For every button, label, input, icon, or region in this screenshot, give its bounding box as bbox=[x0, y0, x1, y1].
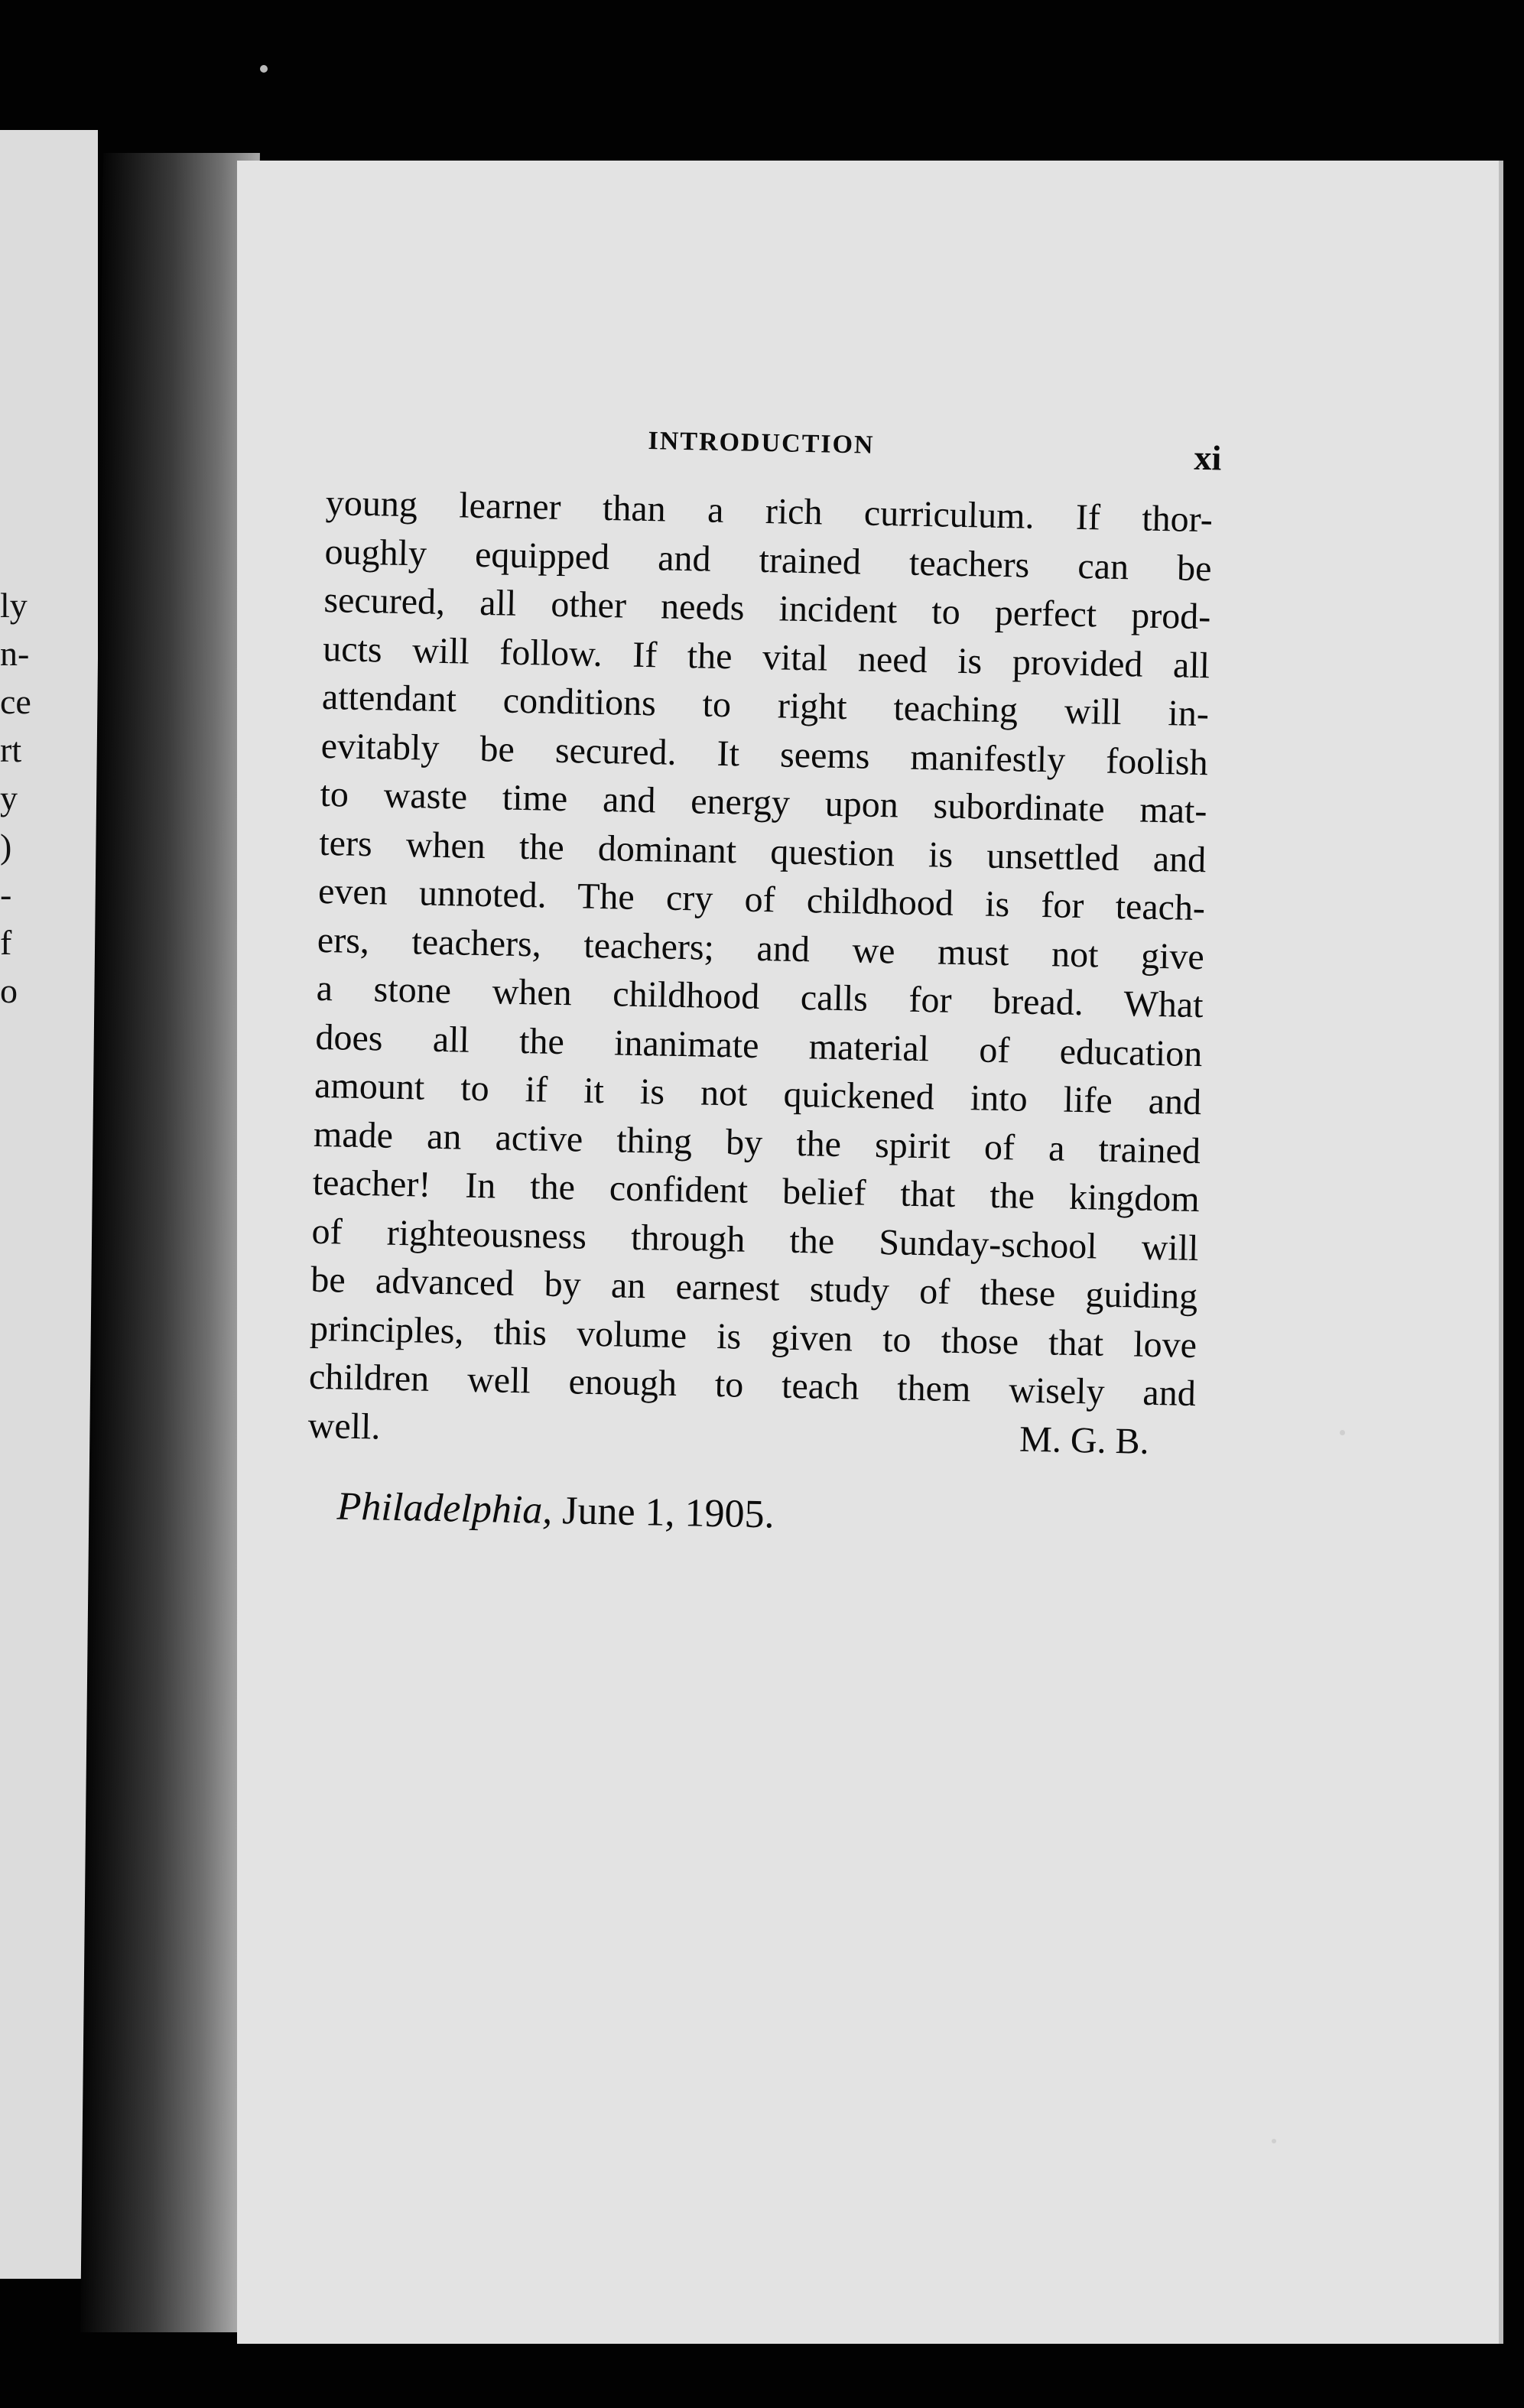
text-line: made an active thing by the spirit of a trained bbox=[313, 1113, 1201, 1172]
left-page-fragment: ) bbox=[0, 827, 12, 866]
text-line: teacher! In the confident belief that the kingdom bbox=[312, 1162, 1201, 1220]
text-line: evitably be secured. It seems manifestly foolish bbox=[320, 725, 1209, 783]
dust-speck bbox=[1272, 2139, 1276, 2143]
text-line: to waste time and energy upon subordinate mat- bbox=[320, 773, 1207, 832]
text-line: ters when the dominant question is unsettled and bbox=[318, 822, 1207, 880]
text-line: ucts will follow. If the vital need is provided all bbox=[322, 628, 1210, 686]
left-page-fragment: - bbox=[0, 875, 12, 914]
dateline-date: June 1, 1905. bbox=[561, 1489, 775, 1537]
left-page-fragment: ly bbox=[0, 586, 28, 625]
book-page bbox=[237, 161, 1503, 2344]
page-number: xi bbox=[1194, 437, 1222, 478]
binding-gutter bbox=[80, 153, 260, 2332]
left-page-fragment: rt bbox=[0, 730, 22, 769]
left-page-fragment: ce bbox=[0, 682, 31, 721]
running-title: INTRODUCTION bbox=[648, 427, 875, 460]
left-page-fragment: y bbox=[0, 778, 18, 817]
dateline-place: Philadelphia, bbox=[336, 1484, 553, 1532]
dateline bbox=[336, 1484, 1194, 1545]
text-line: does all the inanimate material of education bbox=[315, 1016, 1203, 1074]
text-line: attendant conditions to right teaching will in- bbox=[321, 676, 1210, 735]
text-line: be advanced by an earnest study of these guiding bbox=[310, 1259, 1198, 1318]
text-line: oughly equipped and trained teachers can be bbox=[324, 531, 1213, 589]
left-page-fragments bbox=[0, 581, 46, 1015]
dust-speck bbox=[1340, 1430, 1345, 1435]
text-line: secured, all other needs incident to perfect prod- bbox=[323, 579, 1211, 638]
text-line: even unnoted. The cry of childhood is for teach- bbox=[317, 870, 1206, 929]
text-line: children well enough to teach them wisely and bbox=[308, 1356, 1197, 1415]
text-line-last: well. bbox=[307, 1405, 381, 1448]
text-line: principles, this volume is given to those that love bbox=[309, 1308, 1197, 1366]
body-paragraph bbox=[307, 479, 1213, 1467]
text-line: of righteousness through the Sunday-school will bbox=[311, 1210, 1199, 1269]
text-line: a stone when childhood calls for bread. What bbox=[316, 967, 1204, 1026]
dust-speck bbox=[260, 65, 268, 73]
text-line: young learner than a rich curriculum. If thor- bbox=[325, 482, 1214, 541]
left-page-fragment: n- bbox=[0, 634, 30, 673]
left-page-fragment: o bbox=[0, 971, 18, 1010]
left-page-edge bbox=[0, 130, 98, 2279]
page-content bbox=[306, 421, 1222, 1545]
left-page-fragment: f bbox=[0, 923, 12, 962]
text-line: ers, teachers, teachers; and we must not give bbox=[317, 919, 1205, 977]
text-line: amount to if it is not quickened into life and bbox=[314, 1064, 1202, 1123]
author-initials: M. G. B. bbox=[1019, 1418, 1150, 1462]
